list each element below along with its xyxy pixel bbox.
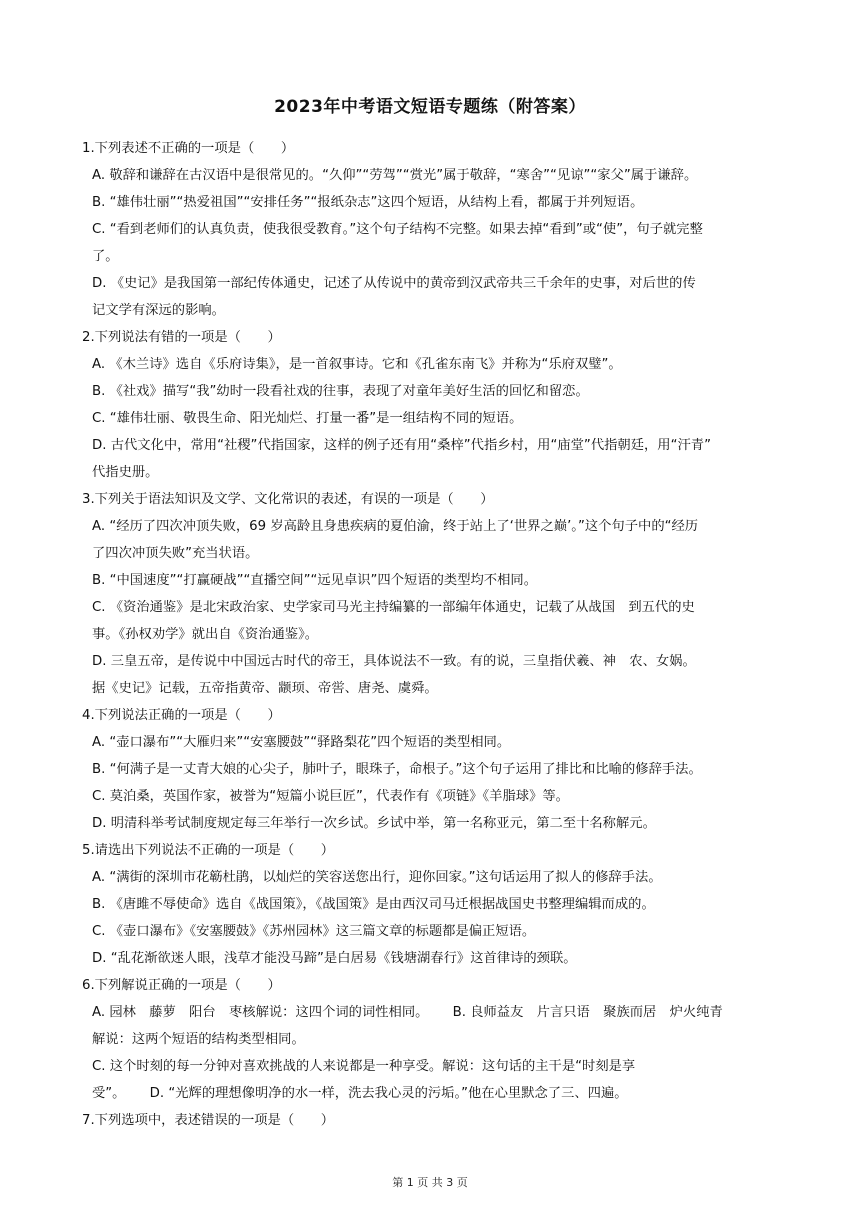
q3-option-c: C. 《资治通鉴》是北宋政治家、史学家司马光主持编纂的一部编年体通史，记载了从战国 到五代的史: [92, 600, 695, 615]
q1-option-d: D. 《史记》是我国第一部纪传体通史，记述了从传说中的黄帝到汉武帝共三千余年的史事，对后世的传: [92, 276, 696, 291]
page-footer: 第 1 页 共 3 页: [392, 1176, 468, 1189]
q6-option-c: C. 这个时刻的每一分钟对喜欢挑战的人来说都是一种享受。解说：这句话的主干是“时刻是享: [92, 1059, 636, 1074]
q2-option-c: C. “雄伟壮丽、敬畏生命、阳光灿烂、打量一番”是一组结构不同的短语。: [92, 411, 523, 426]
question-4-stem: 4.下列说法正确的一项是（ ）: [82, 708, 281, 723]
q1-option-a: A. 敬辞和谦辞在古汉语中是很常见的。“久仰”“劳驾”“赏光”属于敬辞，“寒舍”“见谅”“家父”属于谦辞。: [92, 168, 698, 183]
q5-option-c: C. 《壶口瀑布》《安塞腰鼓》《苏州园林》这三篇文章的标题都是偏正短语。: [92, 924, 536, 939]
question-1-stem: 1.下列表述不正确的一项是（ ）: [82, 141, 295, 156]
q6-option-b-explanation: 解说：这两个短语的结构类型相同。: [92, 1032, 305, 1047]
q5-option-a: A. “满街的深圳市花簕杜鹃，以灿烂的笑容送您出行，迎你回家。”这句话运用了拟人的修辞手法。: [92, 870, 662, 885]
q3-option-c-cont: 事。《孙权劝学》就出自《资治通鉴》。: [92, 627, 319, 642]
question-2-stem: 2.下列说法有错的一项是（ ）: [82, 330, 281, 345]
q3-option-b: B. “中国速度”“打赢硬战”“直播空间”“远见卓识”四个短语的类型均不相同。: [92, 573, 537, 588]
q3-option-d-cont: 据《史记》记载，五帝指黄帝、颛顼、帝喾、唐尧、虞舜。: [92, 681, 438, 696]
q4-option-d: D. 明清科举考试制度规定每三年举行一次乡试。乡试中举，第一名称亚元，第二至十名称解元。: [92, 816, 656, 831]
q1-option-b: B. “雄伟壮丽”“热爱祖国”“安排任务”“报纸杂志”这四个短语，从结构上看，都属于并列短语。: [92, 195, 644, 210]
q3-option-a-cont: 了四次冲顶失败”充当状语。: [92, 546, 259, 561]
question-5-stem: 5.请选出下列说法不正确的一项是（ ）: [82, 843, 335, 858]
q6-option-a-b: A. 园林 藤萝 阳台 枣核解说：这四个词的词性相同。 B. 良师益友 片言只语 聚族而居 炉火纯青: [92, 1005, 723, 1020]
q2-option-d-cont: 代指史册。: [92, 465, 159, 480]
q1-option-c: C. “看到老师们的认真负责，使我很受教育。”这个句子结构不完整。如果去掉“看到”或“使”，句子就完整: [92, 222, 703, 237]
q4-option-a: A. “壶口瀑布”“大雁归来”“安塞腰鼓”“驿路梨花”四个短语的类型相同。: [92, 735, 511, 750]
q2-option-d: D. 古代文化中，常用“社稷”代指国家，这样的例子还有用“桑梓”代指乡村，用“庙堂”代指朝廷，用“汗青”: [92, 438, 711, 453]
q2-option-b: B. 《社戏》描写“我”幼时一段看社戏的往事，表现了对童年美好生活的回忆和留恋。: [92, 384, 589, 399]
q3-option-d: D. 三皇五帝，是传说中中国远古时代的帝王，具体说法不一致。有的说，三皇指伏羲、神 农、女娲。: [92, 654, 696, 669]
q1-option-c-cont: 了。: [92, 249, 119, 264]
q5-option-d: D. “乱花渐欲迷人眼，浅草才能没马蹄”是白居易《钱塘湖春行》这首律诗的颈联。: [92, 951, 577, 966]
q6-option-c-d: 受”。 D. “光辉的理想像明净的水一样，洗去我心灵的污垢。”他在心里默念了三、四遍。: [92, 1086, 628, 1101]
q2-option-a: A. 《木兰诗》选自《乐府诗集》，是一首叙事诗。它和《孔雀东南飞》并称为“乐府双璧”。: [92, 357, 622, 372]
question-6-stem: 6.下列解说正确的一项是（ ）: [82, 978, 281, 993]
page-title: 2023年中考语文短语专题练（附答案）: [274, 97, 586, 117]
q4-option-c: C. 莫泊桑，英国作家，被誉为“短篇小说巨匠”，代表作有《项链》《羊脂球》等。: [92, 789, 569, 804]
q3-option-a: A. “经历了四次冲顶失败，69 岁高龄且身患疾病的夏伯渝，终于站上了‘世界之巅’。”这个句子中的“经历: [92, 519, 699, 534]
question-3-stem: 3.下列关于语法知识及文学、文化常识的表述，有误的一项是（ ）: [82, 492, 494, 507]
q5-option-b: B. 《唐雎不辱使命》选自《战国策》，《战国策》是由西汉司马迁根据战国史书整理编辑而成的。: [92, 897, 655, 912]
q4-option-b: B. “何满子是一丈青大娘的心尖子，肺叶子，眼珠子，命根子。”这个句子运用了排比和比喻的修辞手法。: [92, 762, 702, 777]
q1-option-d-cont: 记文学有深远的影响。: [92, 303, 225, 318]
question-7-stem: 7.下列选项中，表述错误的一项是（ ）: [82, 1113, 335, 1128]
